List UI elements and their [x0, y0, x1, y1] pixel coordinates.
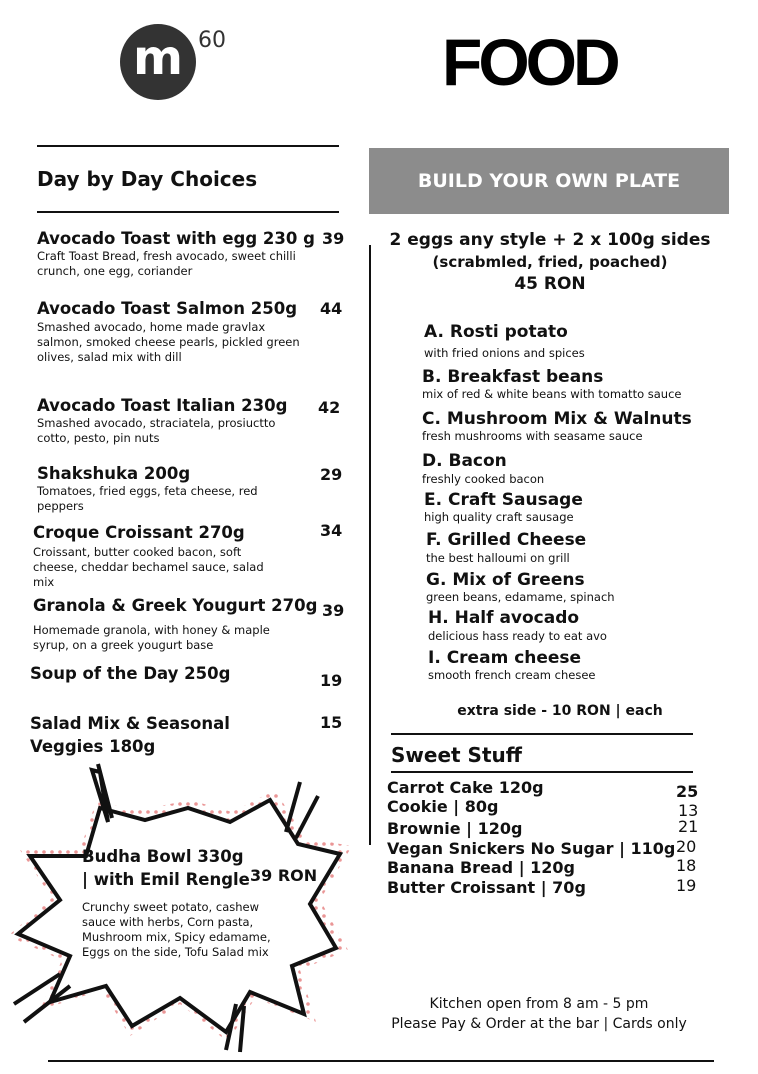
menu-item-name: Avocado Toast Italian 230g — [37, 396, 288, 415]
divider — [391, 733, 693, 735]
side-name: E. Craft Sausage — [424, 490, 583, 510]
menu-item-desc: Smashed avocado, home made gravlax salmon, smoked cheese pearls, pickled green olives, salad mix with dill — [37, 320, 300, 364]
banner-text: BUILD YOUR OWN PLATE — [417, 170, 681, 192]
plate-base: 2 eggs any style + 2 x 100g sides — [389, 230, 711, 250]
menu-item-price: 34 — [320, 521, 343, 540]
build-plate-banner — [369, 148, 729, 214]
menu-item-desc: Croissant, butter cooked bacon, soft cheese, cheddar bechamel sauce, salad mix — [33, 545, 264, 589]
footer-hours: Kitchen open from 8 am - 5 pm — [429, 996, 649, 1012]
plate-price: 45 RON — [514, 274, 586, 294]
section-title-day-by-day: Day by Day Choices — [37, 167, 258, 191]
side-name: A. Rosti potato — [424, 322, 568, 342]
side-name: F. Grilled Cheese — [426, 530, 587, 550]
column-divider — [369, 245, 371, 845]
footer-payment: Please Pay & Order at the bar | Cards only — [391, 1016, 687, 1032]
menu-item-desc: Craft Toast Bread, fresh avocado, sweet chilli crunch, one egg, coriander — [37, 249, 296, 278]
divider — [391, 771, 693, 773]
menu-item-price: 39 — [322, 601, 345, 620]
sweet-name: Banana Bread | 120g — [387, 858, 575, 877]
logo-superscript: 60 — [198, 28, 226, 53]
sweet-price: 13 — [678, 801, 699, 820]
sweet-price: 21 — [678, 817, 699, 836]
side-desc: mix of red & white beans with tomatto sauce — [422, 387, 682, 401]
menu-item-name: Soup of the Day 250g — [30, 664, 231, 683]
sweet-price: 19 — [676, 876, 697, 895]
sweet-name: Cookie | 80g — [387, 797, 499, 816]
sweet-name: Butter Croissant | 70g — [387, 878, 586, 897]
side-name: H. Half avocado — [428, 608, 580, 628]
menu-item-name: Salad Mix & Seasonal Veggies 180g — [30, 714, 230, 756]
side-desc: the best halloumi on grill — [426, 551, 570, 565]
side-name: D. Bacon — [422, 451, 507, 471]
divider — [37, 211, 339, 213]
sweet-price: 20 — [676, 837, 697, 856]
menu-item-name: Avocado Toast Salmon 250g — [37, 299, 298, 318]
side-name: B. Breakfast beans — [422, 367, 604, 387]
side-name: C. Mushroom Mix & Walnuts — [422, 409, 692, 429]
footer-divider — [48, 1060, 714, 1062]
menu-item-desc: Tomatoes, fried eggs, feta cheese, red peppers — [37, 484, 258, 513]
menu-item-price: 29 — [320, 465, 343, 484]
budha-bowl-price: 39 RON — [250, 866, 318, 885]
sweet-price: 25 — [676, 782, 699, 801]
extra-side-note: extra side - 10 RON | each — [457, 703, 663, 719]
menu-item-name: Croque Croissant 270g — [33, 523, 245, 542]
side-desc: freshly cooked bacon — [422, 472, 545, 486]
menu-item-price: 39 — [322, 229, 345, 248]
logo-letter: m — [132, 30, 183, 86]
menu-item-desc: Homemade granola, with honey & maple syrup, on a greek yougurt base — [33, 623, 270, 652]
side-name: I. Cream cheese — [428, 648, 582, 668]
side-desc: high quality craft sausage — [424, 510, 574, 524]
menu-item-desc: Smashed avocado, straciatela, prosiuctto cotto, pesto, pin nuts — [37, 416, 276, 445]
menu-item-name: Avocado Toast with egg 230 g — [37, 229, 315, 248]
plate-styles: (scrabmled, fried, poached) — [432, 253, 668, 271]
menu-item-price: 19 — [320, 671, 343, 690]
budha-bowl-desc: Crunchy sweet potato, cashew sauce with herbs, Corn pasta, Mushroom mix, Spicy edamame, Eggs on the side, Tofu Salad mix — [82, 900, 271, 959]
menu-item-price: 44 — [320, 299, 343, 318]
side-name: G. Mix of Greens — [426, 570, 585, 590]
budha-bowl-name: Budha Bowl 330g | with Emil Rengle — [82, 847, 250, 889]
side-desc: green beans, edamame, spinach — [426, 590, 615, 604]
menu-item-price: 15 — [320, 713, 343, 732]
page-title: FOOD — [442, 25, 617, 99]
side-desc: smooth french cream chesee — [428, 668, 596, 682]
side-desc: fresh mushrooms with seasame sauce — [422, 429, 643, 443]
section-title-sweet: Sweet Stuff — [391, 743, 522, 767]
menu-item-name: Granola & Greek Yougurt 270g — [33, 596, 318, 615]
side-desc: with fried onions and spices — [424, 346, 585, 360]
menu-item-price: 42 — [318, 398, 341, 417]
menu-item-name: Shakshuka 200g — [37, 464, 191, 483]
sweet-price: 18 — [676, 856, 697, 875]
divider — [37, 145, 339, 147]
sweet-name: Vegan Snickers No Sugar | 110g — [387, 839, 676, 858]
sweet-name: Brownie | 120g — [387, 819, 523, 838]
sweet-name: Carrot Cake 120g — [387, 778, 544, 797]
side-desc: delicious hass ready to eat avo — [428, 629, 607, 643]
